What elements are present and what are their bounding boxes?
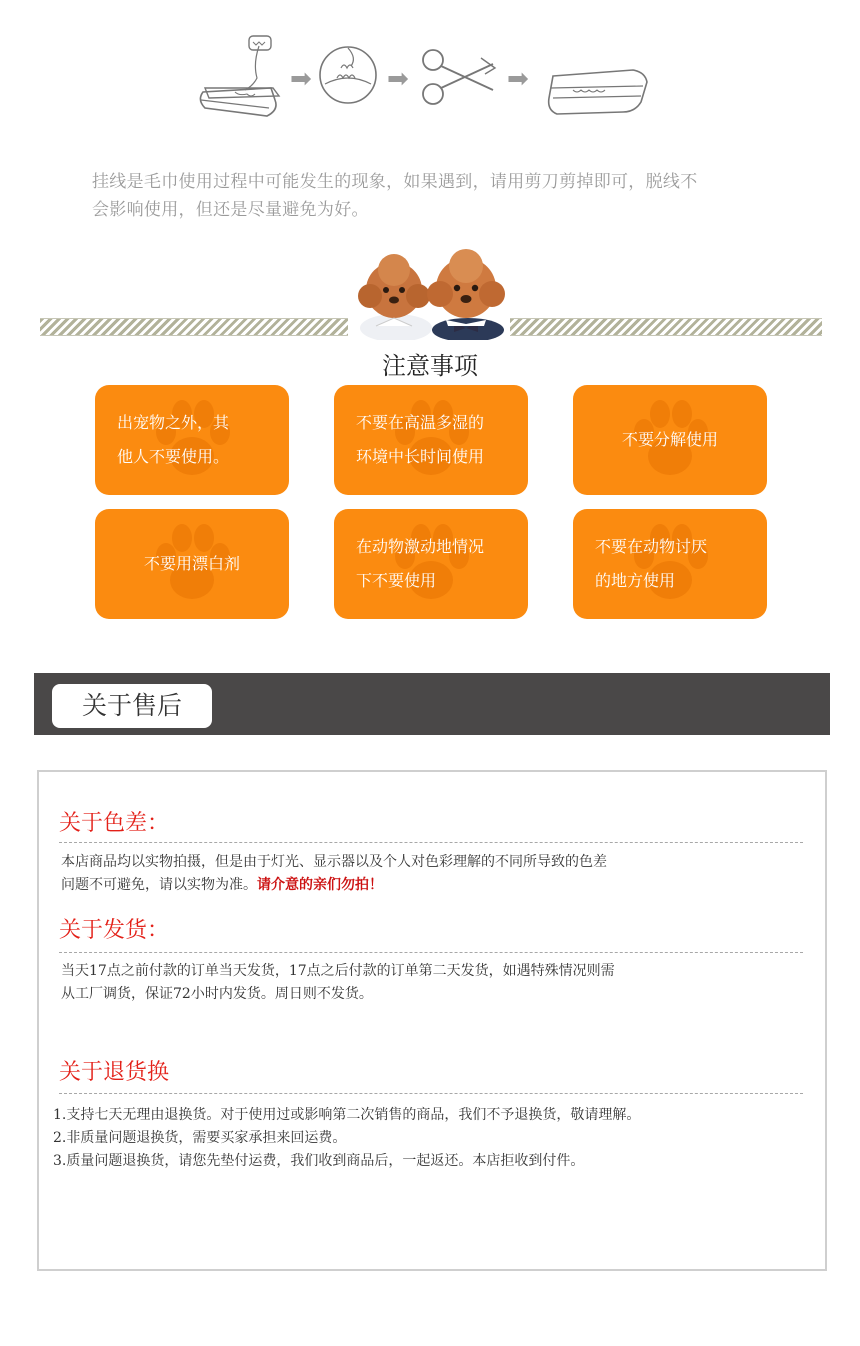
notice-card-not-when-excited: [334, 509, 528, 619]
divider: [59, 952, 803, 953]
intro-line: 挂线是毛巾使用过程中可能发生的现象，如果遇到，请用剪刀剪掉即可，脱线不: [92, 172, 698, 192]
divider: [59, 1093, 803, 1094]
arrow-right-icon: ➡: [387, 64, 409, 94]
body-line: [61, 874, 607, 897]
after-sales-info-box: [37, 770, 827, 1271]
notice-card-no-other-people: [95, 385, 289, 495]
arrow-right-icon: ➡: [507, 64, 529, 94]
color-difference-text: [61, 851, 607, 897]
shipping-title: 关于发货：: [59, 918, 170, 943]
arrow-right-icon: ➡: [290, 64, 312, 94]
card-text-line: 不要分解使用: [621, 430, 718, 449]
card-text-line: 出宠物之外，其: [117, 413, 230, 432]
returns-list: [53, 1104, 640, 1173]
body-text-span: 问题不可避免，请以实物为准。: [61, 877, 257, 893]
divider: [59, 842, 803, 843]
intro-paragraph: [92, 168, 792, 224]
notice-card-no-disassembly: [573, 385, 767, 495]
notice-card-no-bleach: [95, 509, 289, 619]
decorative-stripe-left: [40, 318, 348, 336]
color-difference-title: 关于色差：: [59, 811, 170, 836]
folded-towel-icon: [195, 30, 287, 125]
card-text-line: 不要在动物讨厌: [595, 537, 708, 556]
scissors-icon: [419, 46, 499, 108]
card-text-line: 下不要使用: [356, 571, 437, 590]
body-line: 从工厂调货，保证72小时内发货。周日则不发货。: [61, 986, 373, 1002]
notice-card-no-humid-environment: [334, 385, 528, 495]
card-text-line: 他人不要使用。: [117, 447, 230, 466]
magnifier-loop-icon: [317, 44, 379, 106]
decorative-stripe-right: [510, 318, 822, 336]
list-item: 1.支持七天无理由退换货。对于使用过或影响第二次销售的商品，我们不予退换货，敬请理解。: [53, 1107, 641, 1123]
notice-title: 注意事项: [382, 352, 478, 380]
after-sales-title: 关于售后: [52, 684, 212, 728]
list-item: 2.非质量问题退换货，需要买家承担来回运费。: [53, 1130, 347, 1146]
card-text-line: 的地方使用: [595, 571, 676, 590]
card-text-line: 环境中长时间使用: [356, 447, 485, 466]
card-text-line: 不要用漂白剂: [143, 554, 240, 573]
returns-title: 关于退货换: [59, 1060, 170, 1085]
emphasis-warning: 请介意的亲们勿拍！: [257, 877, 383, 893]
shipping-text: [61, 960, 615, 1006]
towel-care-steps-illustration: [195, 30, 665, 130]
folded-towel-stack-icon: [543, 58, 655, 120]
notice-card-not-disliked-place: [573, 509, 767, 619]
body-line: 本店商品均以实物拍摄，但是由于灯光、显示器以及个人对色彩理解的不同所导致的色差: [61, 854, 607, 870]
card-text-line: 不要在高温多湿的: [356, 413, 485, 432]
poodle-dogs-image: [350, 248, 510, 340]
body-line: 当天17点之前付款的订单当天发货，17点之后付款的订单第二天发货，如遇特殊情况则需: [61, 963, 615, 979]
intro-line: 会影响使用，但还是尽量避免为好。: [92, 200, 369, 220]
card-text-line: 在动物激动地情况: [356, 537, 485, 556]
list-item: 3.质量问题退换货，请您先垫付运费，我们收到商品后，一起返还。本店拒收到付件。: [53, 1153, 585, 1169]
